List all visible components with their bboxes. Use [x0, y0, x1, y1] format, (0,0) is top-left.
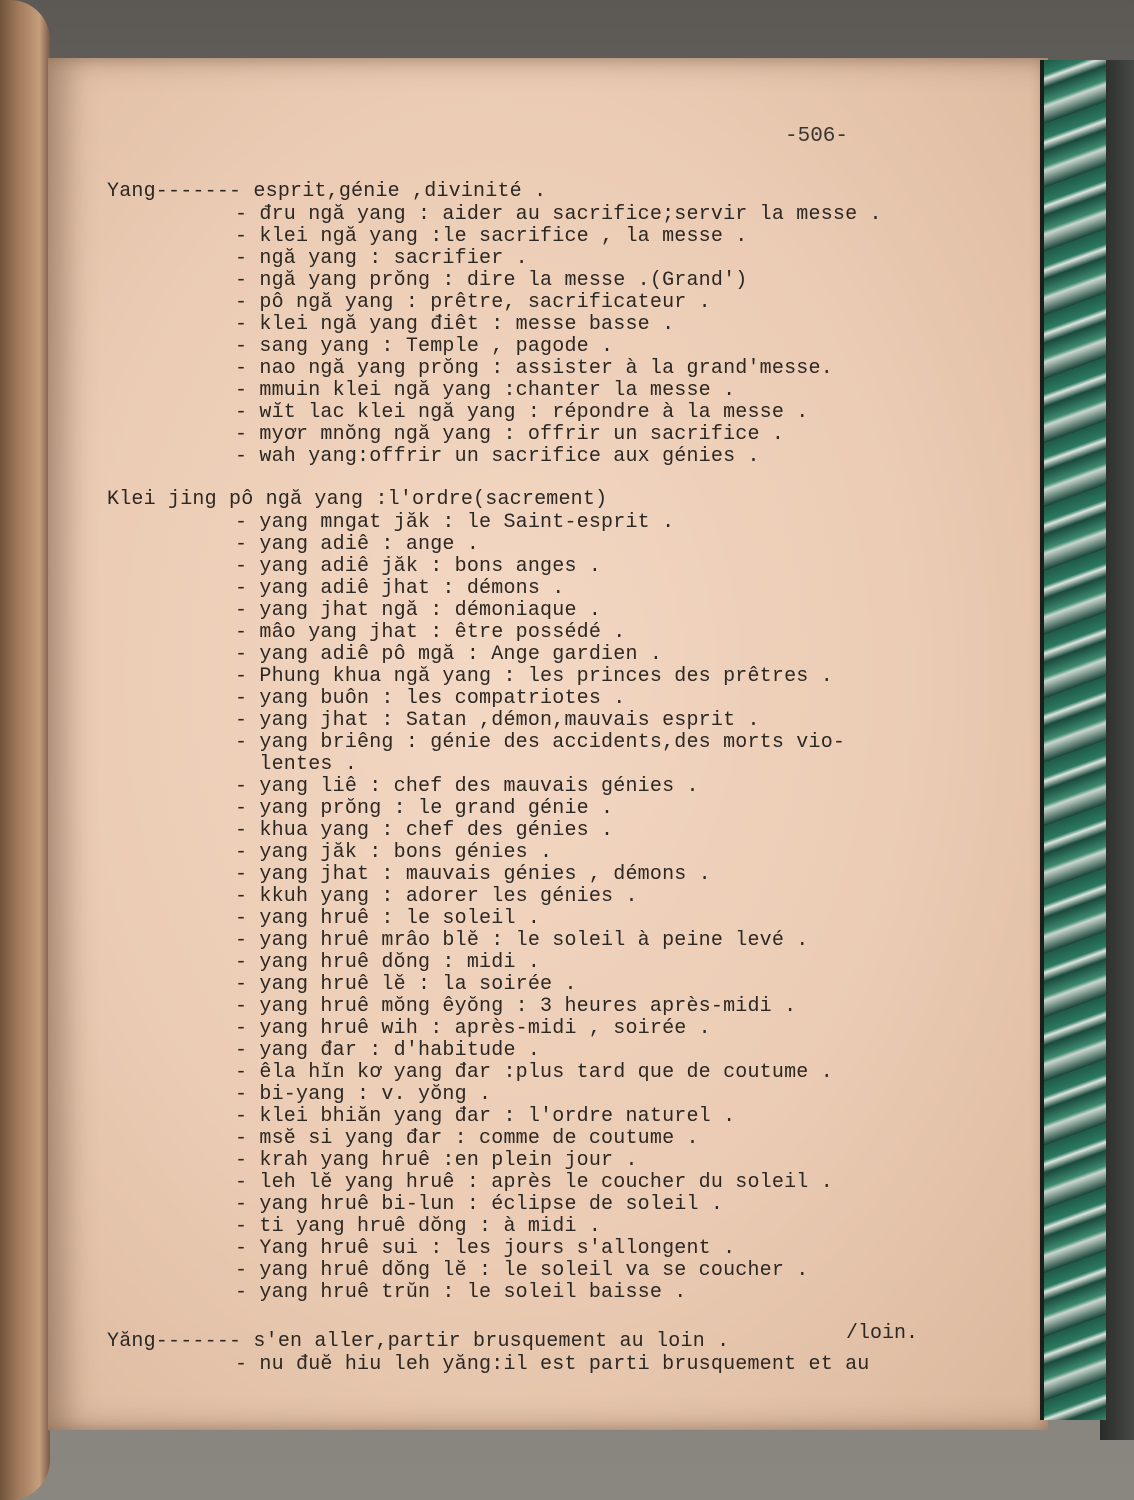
entry-line: - yang hruê lĕ : la soirée . — [235, 973, 577, 996]
entry-line: - ti yang hruê dŏng : à midi . — [235, 1215, 602, 1238]
entry-line: - ngă yang prŏng : dire la messe .(Grand') — [235, 269, 748, 292]
entry-line: - yang jăk : bons génies . — [235, 841, 553, 864]
entry-line: - yang hruê dŏng : midi . — [235, 951, 541, 974]
entry-line: - nu đuĕ hiu leh yăng:il est parti brusquement et au — [235, 1353, 870, 1376]
entry-line: - yang adiê pô mgă : Ange gardien . — [235, 643, 663, 666]
entry-line: - yang buôn : les compatriotes . — [235, 687, 626, 710]
entry-line: - wah yang:offrir un sacrifice aux génies . — [235, 445, 760, 468]
entry-line: - yang jhat : Satan ,démon,mauvais esprit . — [235, 709, 760, 732]
entry-line: - yang adiê jhat : démons . — [235, 577, 565, 600]
entry-line: - yang hruê bi-lun : éclipse de soleil . — [235, 1193, 724, 1216]
entry-line: - nao ngă yang prŏng : assister à la grand'messe. — [235, 357, 833, 380]
entry-line: - Yang hruê sui : les jours s'allongent . — [235, 1237, 736, 1260]
entry-head-klei-jing: Klei jing pô ngă yang :l'ordre(sacrement) — [107, 488, 608, 511]
entry-line: - đru ngă yang : aider au sacrifice;servir la messe . — [235, 203, 882, 226]
marbled-edge — [1040, 60, 1106, 1420]
entry-line: lentes . — [235, 753, 358, 776]
entry-line: - yang briêng : génie des accidents,des morts vio- — [235, 731, 846, 754]
entry-line: - krah yang hruê :en plein jour . — [235, 1149, 638, 1172]
entry-head-yang-breve: Yăng------- s'en aller,partir brusquement au loin . — [107, 1330, 730, 1353]
entry-line: - yang jhat : mauvais génies , démons . — [235, 863, 711, 886]
entry-line: - wĭt lac klei ngă yang : répondre à la messe . — [235, 401, 809, 424]
entry-line: - yang mngat jăk : le Saint-esprit . — [235, 511, 675, 534]
entry-line: - yang adiê jăk : bons anges . — [235, 555, 602, 578]
entry-line: - klei ngă yang điêt : messe basse . — [235, 313, 675, 336]
page-number: -506- — [785, 125, 849, 148]
entry-line: - mmuin klei ngă yang :chanter la messe . — [235, 379, 736, 402]
entry-line: - yang đar : d'habitude . — [235, 1039, 541, 1062]
entry-line: - myơr mnŏng ngă yang : offrir un sacrifice . — [235, 423, 785, 446]
entry-line: - êla hĭn kơ yang đar :plus tard que de coutume . — [235, 1061, 833, 1084]
entry-line: - yang hruê trŭn : le soleil baisse . — [235, 1281, 687, 1304]
entry-line: - klei bhiăn yang đar : l'ordre naturel . — [235, 1105, 736, 1128]
entry-head-yang: Yang------- esprit,génie ,divinité . — [107, 180, 547, 203]
entry-line: - klei ngă yang :le sacrifice , la messe . — [235, 225, 748, 248]
entry-line: - ngă yang : sacrifier . — [235, 247, 528, 270]
entry-line: - msĕ si yang đar : comme de coutume . — [235, 1127, 699, 1150]
entry-line: - mâo yang jhat : être possédé . — [235, 621, 626, 644]
entry-line: - pô ngă yang : prêtre, sacrificateur . — [235, 291, 711, 314]
entry-line: - yang hruê mrâo blĕ : le soleil à peine levé . — [235, 929, 809, 952]
entry-line: - yang prŏng : le grand génie . — [235, 797, 614, 820]
entry-line: - yang hruê : le soleil . — [235, 907, 541, 930]
entry-line: - yang jhat ngă : démoniaque . — [235, 599, 602, 622]
entry-trail: /loin. — [846, 1322, 919, 1345]
entry-line: - yang hruê dŏng lĕ : le soleil va se coucher . — [235, 1259, 809, 1282]
entry-line: - yang hruê mŏng êyŏng : 3 heures après-midi . — [235, 995, 797, 1018]
entry-line: - khua yang : chef des génies . — [235, 819, 614, 842]
entry-line: - yang liê : chef des mauvais génies . — [235, 775, 699, 798]
entry-line: - yang adiê : ange . — [235, 533, 480, 556]
left-page-edge — [0, 0, 50, 1500]
entry-line: - Phung khua ngă yang : les princes des prêtres . — [235, 665, 833, 688]
entry-line: - bi-yang : v. yŏng . — [235, 1083, 492, 1106]
entry-line: - sang yang : Temple , pagode . — [235, 335, 614, 358]
entry-line: - yang hruê wih : après-midi , soirée . — [235, 1017, 711, 1040]
entry-line: - leh lĕ yang hruê : après le coucher du soleil . — [235, 1171, 833, 1194]
entry-line: - kkuh yang : adorer les génies . — [235, 885, 638, 908]
